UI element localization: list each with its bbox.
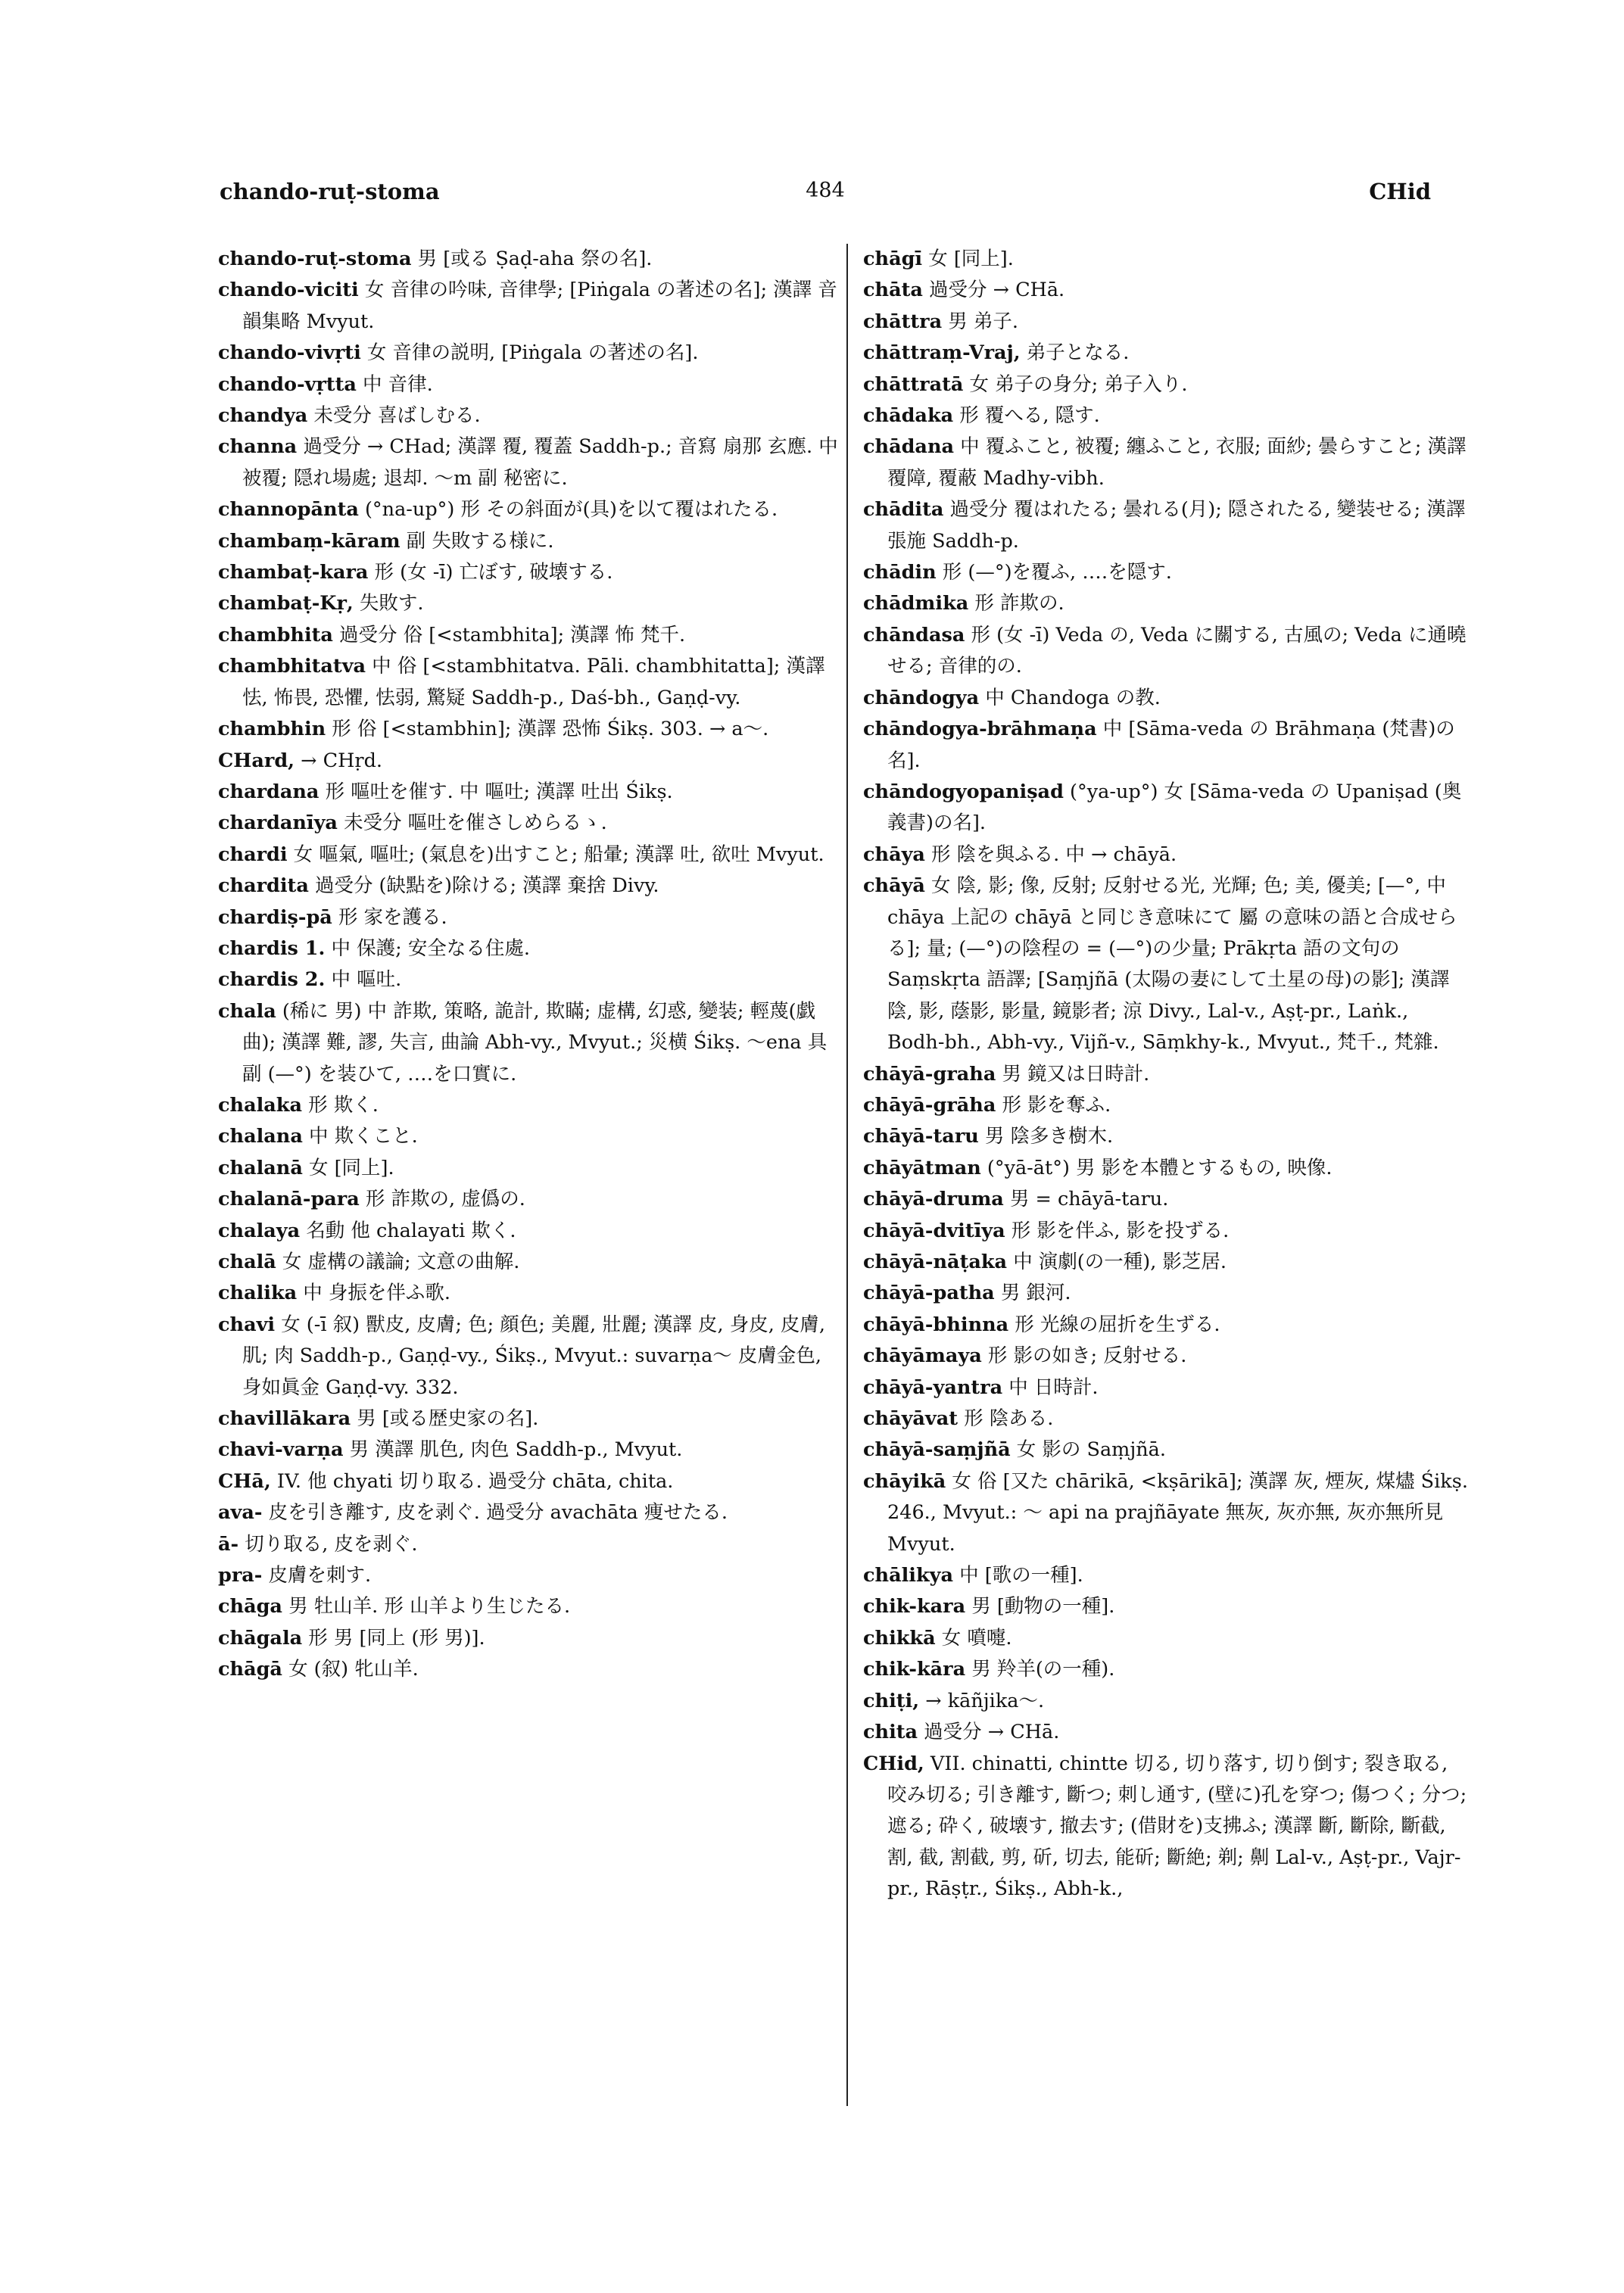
dictionary-entry — [218, 275, 846, 338]
dictionary-entry — [218, 588, 846, 619]
entry-definition: 男 [動物の一種]. — [971, 1595, 1115, 1618]
entry-definition: 形 光線の屈折を生ずる. — [1015, 1313, 1220, 1336]
entry-headword: chālikya — [863, 1564, 953, 1587]
entry-headword: pra- — [218, 1564, 263, 1587]
entry-definition: 中 音律. — [363, 372, 433, 396]
entry-headword: chāyā-grāha — [863, 1093, 996, 1117]
entry-headword: chādita — [863, 498, 944, 522]
entry-headword: chambaṃ-kāram — [218, 529, 401, 553]
entry-definition: 形 詐欺の, 虚僞の. — [365, 1188, 525, 1211]
entry-headword: chāgī — [863, 248, 923, 270]
entry-headword: chik-kāra — [863, 1658, 966, 1681]
dictionary-entry — [863, 1278, 1469, 1309]
entry-headword: chāttraṃ-Vraj, — [863, 341, 1021, 365]
dictionary-entry — [218, 1090, 846, 1121]
entry-headword: chāyā-yantra — [863, 1375, 1003, 1399]
entry-definition: 弟子となる. — [1026, 341, 1130, 365]
dictionary-entry — [218, 526, 846, 557]
entry-headword: chāyā-patha — [863, 1282, 995, 1305]
entry-headword: chāgā — [218, 1658, 282, 1681]
entry-headword: chalaya — [218, 1219, 301, 1242]
entry-definition: 中 演劇(の一種), 影芝居. — [1013, 1251, 1227, 1273]
entry-definition: 過受分 → CHad; 漢譯 覆, 覆蓋 Saddh-p.; 音寫 扇那 玄應. 中 被覆; 隠れ場處; 退却. ～m 副 秘密に. — [242, 435, 838, 490]
dictionary-entry — [218, 494, 846, 525]
entry-definition: 中 日時計. — [1008, 1375, 1099, 1399]
entry-headword: chando-ruṭ-stoma — [218, 248, 412, 270]
entry-headword: CHā, — [218, 1469, 271, 1493]
entry-definition: 過受分 覆はれたる; 曇れる(月); 隠されたる, 變装せる; 漢譯 張施 Saddh-p. — [887, 498, 1466, 553]
dictionary-entry — [863, 1686, 1469, 1717]
entry-headword: chāyā-saṃjñā — [863, 1438, 1011, 1462]
running-head — [220, 179, 1431, 217]
entry-headword: chāndogya — [863, 686, 980, 709]
entry-definition: 男 陰多き樹木. — [984, 1125, 1114, 1148]
dictionary-entry — [218, 431, 846, 494]
entry-headword: chāttra — [863, 310, 943, 333]
dictionary-entry — [863, 1184, 1469, 1215]
entry-headword: chāyā-druma — [863, 1188, 1004, 1211]
entry-definition: 未受分 喜ばしむる. — [313, 404, 481, 428]
dictionary-entry — [863, 494, 1469, 557]
entry-definition: 女 影の Saṃjñā. — [1016, 1438, 1166, 1462]
entry-definition: 切り取る, 皮を剥ぐ. — [245, 1532, 418, 1556]
entry-headword: chardanīya — [218, 812, 338, 835]
dictionary-entry — [218, 1184, 846, 1215]
entry-definition: (°ya-up°) 女 [Sāma-veda の Upaniṣad (奥義書)の名]. — [887, 780, 1462, 835]
entry-headword: chāyā-bhinna — [863, 1313, 1009, 1336]
entry-headword: chardana — [218, 780, 320, 803]
dictionary-entry — [218, 1654, 846, 1685]
entry-definition: 形 嘔吐を催す. 中 嘔吐; 漢譯 吐出 Śikṣ. — [325, 780, 673, 803]
dictionary-entry — [863, 1121, 1469, 1152]
dictionary-entry — [863, 871, 1469, 1058]
dictionary-entry — [863, 369, 1469, 400]
entry-definition: 中 [Sāma-veda の Brāhmaṇa (梵書)の名]. — [887, 718, 1455, 772]
running-head-right: CHid — [1369, 179, 1431, 204]
dictionary-entry — [863, 1435, 1469, 1466]
entry-definition: 女 [同上]. — [308, 1156, 394, 1179]
dictionary-entry — [218, 1591, 846, 1622]
entry-headword: CHard, — [218, 749, 295, 772]
dictionary-entry — [863, 777, 1469, 840]
column-rule — [846, 244, 848, 2106]
entry-headword: chita — [863, 1721, 918, 1744]
entry-headword: chik-kara — [863, 1595, 966, 1618]
entry-headword: chavillākara — [218, 1407, 351, 1431]
dictionary-entry — [218, 933, 846, 964]
dictionary-entry — [863, 714, 1469, 777]
dictionary-entry — [218, 777, 846, 808]
dictionary-entry — [863, 400, 1469, 431]
entry-definition: 未受分 嘔吐を催さしめらるゝ. — [344, 812, 607, 835]
entry-definition: 女 音律の説明, [Piṅgala の著述の名]. — [366, 341, 699, 365]
dictionary-entry — [218, 1278, 846, 1309]
entry-headword: chāyā-dvitīya — [863, 1219, 1005, 1242]
entry-headword: chāyāvat — [863, 1407, 959, 1431]
entry-definition: 中 嘔吐. — [331, 968, 402, 992]
running-head-left: chando-ruṭ-stoma — [220, 179, 440, 204]
entry-headword: chando-vivṛti — [218, 341, 361, 365]
entry-headword: channopānta — [218, 498, 359, 522]
entry-definition: 男 [或る Ṣaḍ-aha 祭の名]. — [417, 248, 653, 270]
dictionary-entry — [218, 714, 846, 745]
entry-headword: chalanā-para — [218, 1188, 360, 1211]
entry-headword: chāta — [863, 279, 923, 302]
dictionary-entry — [863, 1717, 1469, 1748]
dictionary-entry — [218, 400, 846, 431]
entry-definition: 女 (叙) 牝山羊. — [288, 1658, 419, 1681]
dictionary-entry — [218, 338, 846, 369]
entry-headword: chalika — [218, 1282, 298, 1305]
entry-headword: chāndasa — [863, 623, 965, 646]
dictionary-entry — [863, 1153, 1469, 1184]
dictionary-entry — [218, 1623, 846, 1654]
entry-headword: chardita — [218, 874, 309, 898]
entry-definition: 名動 他 chalayati 欺く. — [306, 1219, 516, 1242]
dictionary-entry — [218, 840, 846, 871]
entry-definition: 形 家を護る. — [338, 905, 447, 929]
entry-definition: → kāñjika～. — [925, 1689, 1045, 1712]
entry-headword: chardi — [218, 843, 288, 866]
dictionary-entry — [863, 1372, 1469, 1404]
entry-definition: 形 覆へる, 隠す. — [959, 404, 1100, 428]
entry-definition: 中 Chandoga の教. — [985, 686, 1161, 709]
entry-definition: 過受分 (缺點を)除ける; 漢譯 棄捨 Divy. — [314, 874, 659, 898]
entry-definition: 副 失敗する様に. — [406, 529, 554, 553]
dictionary-entry — [218, 244, 846, 275]
dictionary-entry — [863, 244, 1469, 275]
entry-headword: chalā — [218, 1251, 276, 1273]
entry-headword: chardis 2. — [218, 968, 326, 992]
entry-headword: chavi — [218, 1313, 276, 1336]
entry-definition: 中 身振を伴ふ歌. — [303, 1282, 450, 1305]
entry-definition: 失敗す. — [359, 592, 424, 615]
entry-definition: 皮膚を刺す. — [268, 1564, 372, 1587]
entry-headword: chambhitatva — [218, 655, 366, 678]
dictionary-entry — [863, 1310, 1469, 1341]
dictionary-entry — [863, 588, 1469, 619]
dictionary-entry — [863, 1749, 1469, 1905]
dictionary-entry — [218, 369, 846, 400]
entry-definition: 男 [或る歴史家の名]. — [357, 1407, 539, 1431]
dictionary-entry — [218, 871, 846, 902]
entry-headword: chāyātman — [863, 1156, 981, 1179]
dictionary-entry — [218, 1560, 846, 1591]
entry-definition: (°na-up°) 形 その斜面が(具)を以て覆はれたる. — [364, 498, 778, 522]
entry-headword: chala — [218, 999, 276, 1023]
dictionary-entry — [863, 338, 1469, 369]
entry-headword: chāya — [863, 843, 925, 866]
dictionary-entry — [218, 1310, 846, 1404]
entry-definition: (稀に 男) 中 詐欺, 策略, 詭計, 欺瞞; 虚構, 幻惑, 變装; 輕蔑(戯曲); 漢譯 難, 謬, 失言, 曲論 Abh-vy., Mvyut.; 災横 Śikṣ. ～ena 具 副 (—°) を装ひて, ‥‥を口實に. — [242, 999, 828, 1086]
entry-headword: chāyā — [863, 874, 925, 898]
entry-definition: 形 欺く. — [308, 1093, 379, 1117]
dictionary-entry — [863, 1466, 1469, 1560]
entry-definition: VII. chinatti, chintte 切る, 切り落す, 切り倒す; 裂き取る, 咬み切る; 引き離す, 斷つ; 刺し通す, (壁に)孔を穿つ; 傷つく; 分つ; 遮る; 砕く, 破壊す, 撤去す; (借財を)支拂ふ; 漢譯 斷, 斷除, 斷截, 割, 截, 割截, 剪, 斫, 切去, 能斫; 斷絶; 剃; 劓 Lal-v., Aṣṭ-pr., Vajr-pr., Rāṣṭr., Śikṣ., Abh-k., — [887, 1752, 1467, 1901]
dictionary-entry — [218, 1497, 846, 1528]
entry-headword: chalaka — [218, 1093, 302, 1117]
entry-definition: IV. 他 chyati 切り取る. 過受分 chāta, chita. — [276, 1469, 674, 1493]
dictionary-entry — [863, 1341, 1469, 1372]
entry-definition: 男 鏡又は日時計. — [1002, 1062, 1150, 1086]
entry-headword: chādana — [863, 435, 955, 459]
dictionary-entry — [863, 840, 1469, 871]
entry-headword: chāyā-graha — [863, 1062, 996, 1086]
dictionary-entry — [863, 1404, 1469, 1435]
entry-definition: 男 銀河. — [1000, 1282, 1071, 1305]
entry-definition: 中 欺くこと. — [308, 1125, 418, 1148]
entry-headword: CHid, — [863, 1752, 924, 1775]
entry-headword: chāga — [218, 1595, 282, 1618]
entry-headword: chandya — [218, 404, 308, 428]
entry-definition: 男 弟子. — [948, 310, 1018, 333]
entry-definition: 男 漢譯 肌色, 肉色 Saddh-p., Mvyut. — [349, 1438, 683, 1462]
entry-headword: chardiṣ-pā — [218, 905, 332, 929]
entry-definition: 中 覆ふこと, 被覆; 纏ふこと, 衣服; 面紗; 曇らすこと; 漢譯 覆障, 覆蔽 Madhy-vibh. — [887, 435, 1467, 490]
entry-definition: 形 影の如き; 反射せる. — [987, 1344, 1187, 1368]
entry-definition: 過受分 俗 [<stambhita]; 漢譯 怖 梵千. — [339, 623, 686, 646]
dictionary-entry — [218, 1466, 846, 1497]
entry-definition: 女 俗 [又た chārikā, <kṣārikā]; 漢譯 灰, 煙灰, 煤燼 Śikṣ. 246., Mvyut.: ～ api na prajñāyate 無灰, 灰亦無, 灰亦無所見 Mvyut. — [887, 1469, 1468, 1556]
entry-headword: chardis 1. — [218, 936, 326, 960]
dictionary-entry — [863, 307, 1469, 338]
entry-headword: chādmika — [863, 592, 969, 615]
dictionary-entry — [218, 1216, 846, 1247]
dictionary-entry — [863, 1216, 1469, 1247]
entry-headword: chiṭi, — [863, 1689, 920, 1712]
dictionary-entry — [863, 1247, 1469, 1278]
entry-headword: chambaṭ-kara — [218, 561, 369, 584]
entry-definition: 形 影を伴ふ, 影を投ずる. — [1011, 1219, 1230, 1242]
entry-definition: 形 陰ある. — [964, 1407, 1054, 1431]
dictionary-entry — [218, 902, 846, 933]
entry-definition: 女 弟子の身分; 弟子入り. — [969, 372, 1188, 396]
dictionary-entry — [218, 996, 846, 1090]
dictionary-entry — [863, 1560, 1469, 1591]
dictionary-entry — [218, 1529, 846, 1560]
entry-headword: chando-viciti — [218, 279, 359, 302]
dictionary-entry — [863, 557, 1469, 588]
entry-definition: 女 虚構の議論; 文意の曲解. — [282, 1251, 520, 1273]
entry-definition: 中 [歌の一種]. — [959, 1564, 1083, 1587]
entry-definition: 形 陰を與ふる. 中 → chāyā. — [931, 843, 1177, 866]
entry-definition: 中 保護; 安全なる住處. — [331, 936, 530, 960]
entry-definition: → CHṛd. — [301, 749, 383, 772]
dictionary-entry — [863, 683, 1469, 714]
dictionary-entry — [218, 1153, 846, 1184]
entry-headword: chādin — [863, 561, 937, 584]
dictionary-entry — [863, 620, 1469, 683]
entry-definition: 過受分 → CHā. — [929, 279, 1065, 302]
dictionary-entry — [863, 1059, 1469, 1090]
entry-definition: 形 (女 -ī) Veda の, Veda に關する, 古風の; Veda に通曉せる; 音律的の. — [887, 623, 1467, 678]
dictionary-entry — [218, 1121, 846, 1152]
entry-definition: 形 男 [同上 (形 男)]. — [308, 1626, 485, 1650]
entry-definition: 形 俗 [<stambhin]; 漢譯 恐怖 Śikṣ. 303. → a～. — [332, 718, 769, 741]
page-number: 484 — [806, 179, 845, 202]
entry-headword: chikkā — [863, 1626, 936, 1650]
entry-headword: chādaka — [863, 404, 954, 428]
dictionary-entry — [218, 1435, 846, 1466]
entry-headword: chāgala — [218, 1626, 303, 1650]
entry-headword: chāndogya-brāhmaṇa — [863, 718, 1097, 741]
entry-definition: 男 羚羊(の一種). — [971, 1658, 1115, 1681]
dictionary-entry — [218, 620, 846, 651]
entry-definition: 男 牡山羊. 形 山羊より生じたる. — [288, 1595, 571, 1618]
entry-headword: chambhita — [218, 623, 333, 646]
dictionary-entry — [863, 1623, 1469, 1654]
entry-headword: channa — [218, 435, 298, 459]
entry-definition: 形 (女 -ī) 亡ぼす, 破壊する. — [374, 561, 613, 584]
entry-headword: ā- — [218, 1532, 239, 1556]
entry-headword: chambhin — [218, 718, 326, 741]
dictionary-entry — [218, 746, 846, 777]
dictionary-entry — [863, 1090, 1469, 1121]
entry-definition: 形 (—°)を覆ふ, ‥‥を隠す. — [942, 561, 1172, 584]
entry-definition: 男 = chāyā-taru. — [1009, 1188, 1169, 1211]
dictionary-entry — [863, 275, 1469, 306]
dictionary-entry — [218, 557, 846, 588]
entry-headword: chalana — [218, 1125, 303, 1148]
entry-headword: chambaṭ-Kṛ, — [218, 592, 354, 615]
right-column — [863, 244, 1469, 1905]
entry-headword: ava- — [218, 1501, 263, 1525]
entry-definition: 女 陰, 影; 像, 反射; 反射せる光, 光輝; 色; 美, 優美; [—°, 中 chāya 上記の chāyā と同じき意味にて 屬 の意味の語と合成せらる]; 量; (—°)の陰程の = (—°)の少量; Prākṛta 語の文句の Saṃskṛta 語譯; [Saṃjñā (太陽の妻にして土星の母)の影]; 漢譯 陰, 影, 蔭影, 影量, 鏡影者; 涼 Divy., Lal-v., Aṣṭ-pr., Laṅk., Bodh-bh., Abh-vy., Vijñ-v., Sāṃkhy-k., Mvyut., 梵千., 梵雜. — [887, 874, 1457, 1055]
dictionary-entry — [218, 1247, 846, 1278]
entry-definition: 女 [同上]. — [928, 248, 1014, 270]
entry-definition: 女 音律の吟味, 音律學; [Piṅgala の著述の名]; 漢譯 音韻集略 Mvyut. — [242, 279, 837, 333]
entry-headword: chavi-varṇa — [218, 1438, 344, 1462]
entry-definition: 女 (-ī 叙) 獸皮, 皮膚; 色; 顔色; 美麗, 壯麗; 漢譯 皮, 身皮, 皮膚, 肌; 肉 Saddh-p., Gaṇḍ-vy., Śikṣ., Mvyut.: suvarṇa～ 皮膚金色, 身如眞金 Gaṇḍ-vy. 332. — [242, 1313, 826, 1399]
dictionary-entry — [218, 1404, 846, 1435]
entry-headword: chāttratā — [863, 372, 964, 396]
entry-headword: chāyā-taru — [863, 1125, 979, 1148]
entry-headword: chando-vṛtta — [218, 372, 357, 396]
entry-definition: 女 嘔氣, 嘔吐; (氣息を)出すこと; 船暈; 漢譯 吐, 欲吐 Mvyut. — [293, 843, 824, 866]
entry-headword: chāyāmaya — [863, 1344, 982, 1368]
left-column — [218, 244, 846, 1686]
dictionary-entry — [218, 964, 846, 995]
entry-headword: chāyā-nāṭaka — [863, 1251, 1008, 1273]
entry-definition: 中 俗 [<stambhitatva. Pāli. chambhitatta]; 漢譯 怯, 怖畏, 恐懼, 怯弱, 驚疑 Saddh-p., Daś-bh., Gaṇḍ-vy. — [242, 655, 825, 709]
dictionary-entry — [863, 1654, 1469, 1685]
entry-definition: 過受分 → CHā. — [924, 1721, 1060, 1744]
entry-definition: 皮を引き離す, 皮を剥ぐ. 過受分 avachāta 痩せたる. — [268, 1501, 728, 1525]
dictionary-entry — [218, 808, 846, 839]
entry-headword: chāyikā — [863, 1469, 946, 1493]
dictionary-entry — [863, 1591, 1469, 1622]
entry-headword: chalanā — [218, 1156, 303, 1179]
entry-definition: (°yā-āt°) 男 影を本體とするもの, 映像. — [987, 1156, 1333, 1179]
dictionary-entry — [863, 431, 1469, 494]
entry-definition: 形 詐欺の. — [974, 592, 1064, 615]
entry-headword: chāndogyopaniṣad — [863, 780, 1064, 803]
entry-definition: 形 影を奪ふ. — [1002, 1093, 1111, 1117]
dictionary-entry — [218, 651, 846, 714]
entry-definition: 女 噴嚏. — [941, 1626, 1012, 1650]
